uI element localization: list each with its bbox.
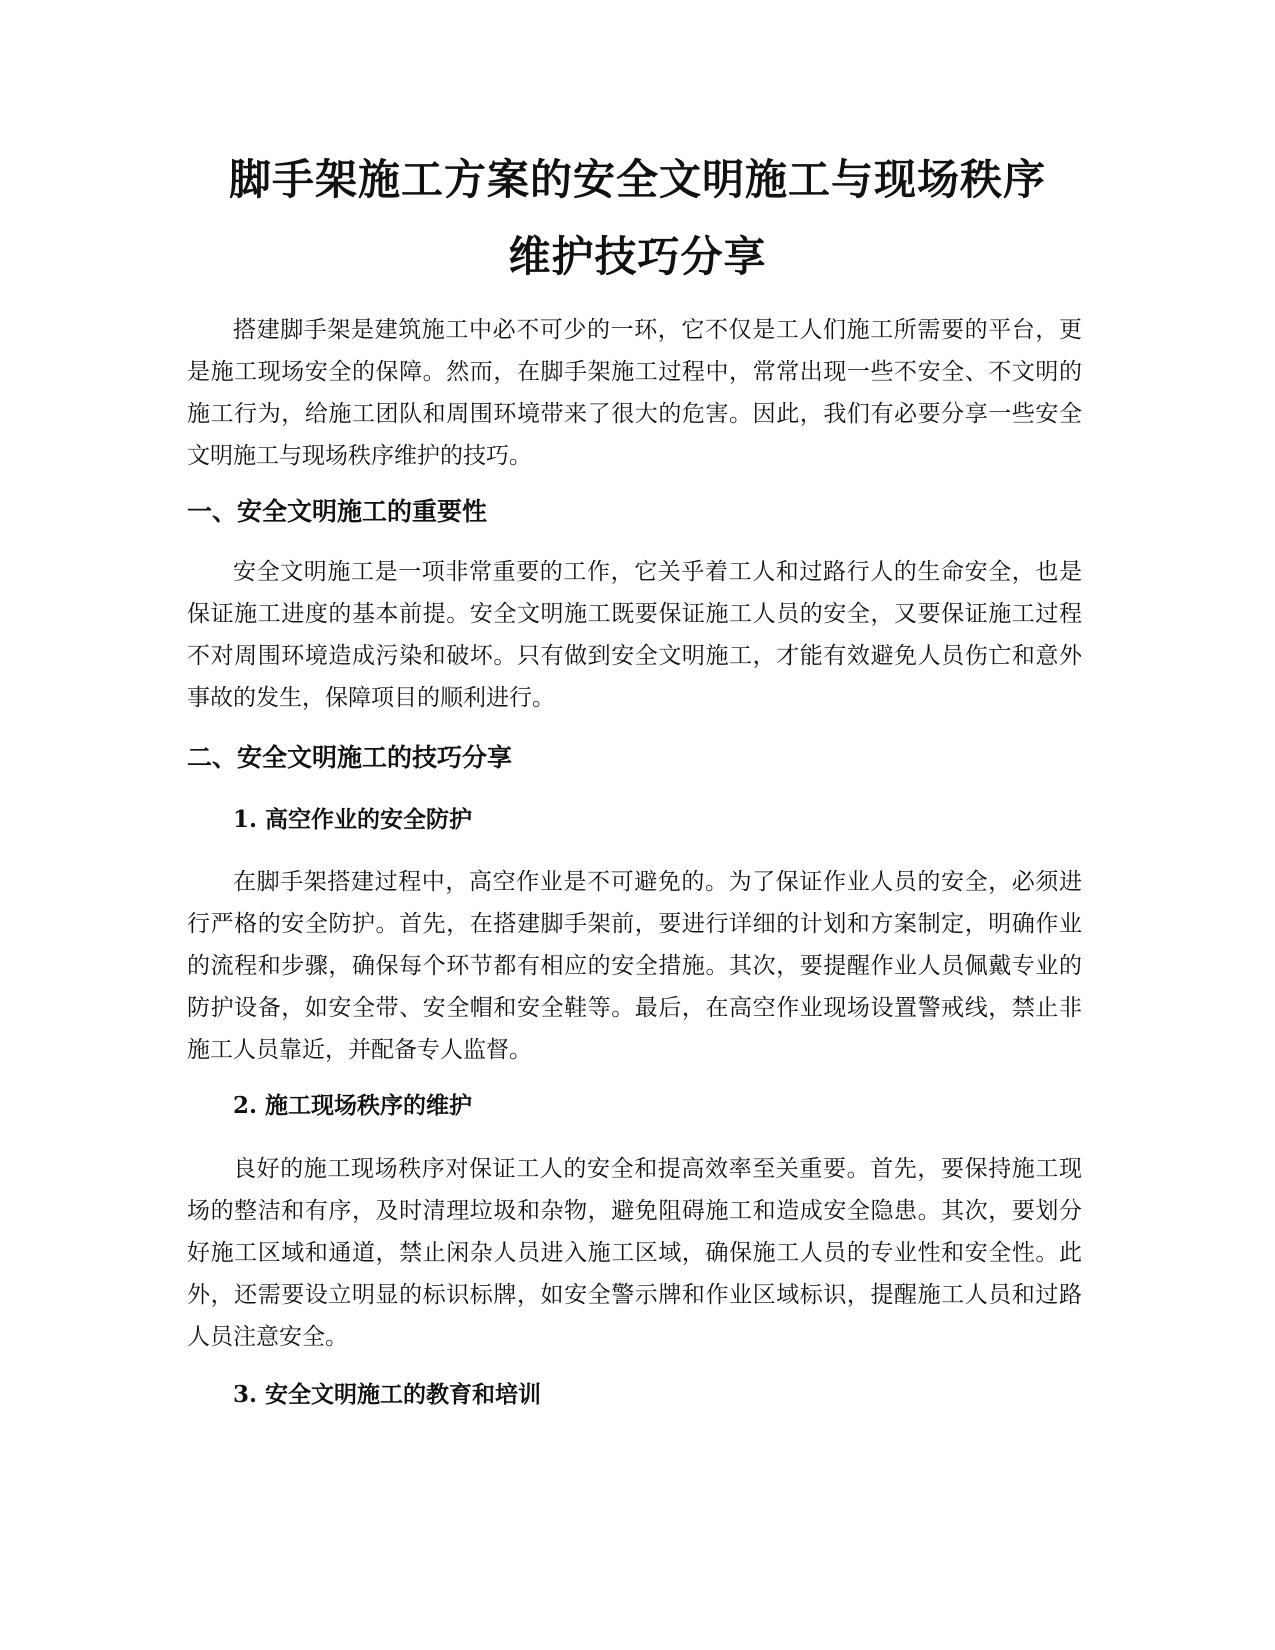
subsection-2-title: 2. 施工现场秩序的维护 xyxy=(233,1092,473,1119)
section-1-paragraph: 安全文明施工是一项非常重要的工作，它关乎着工人和过路行人的生命安全，也是保证施工进度的基本前提。安全文明施工既要保证施工人员的安全，又要保证施工过程不对周围环境造成污染和破坏。只有做到安全文明施工，才能有效避免人员伤亡和意外事故的发生，保障项目的顺利进行。 xyxy=(187,559,1082,711)
subsection-2-paragraph: 良好的施工现场秩序对保证工人的安全和提高效率至关重要。首先，要保持施工现场的整洁和有序，及时清理垃圾和杂物，避免阻碍施工和造成安全隐患。其次，要划分好施工区域和通道，禁止闲杂人员进入施工区域，确保施工人员的专业性和安全性。此外，还需要设立明显的标识标牌，如安全警示牌和作业区域标识，提醒施工人员和过路人员注意安全。 xyxy=(187,1156,1082,1350)
document-title-line-1: 脚手架施工方案的安全文明施工与现场秩序 xyxy=(228,155,1046,204)
subsection-1-paragraph: 在脚手架搭建过程中，高空作业是不可避免的。为了保证作业人员的安全，必须进行严格的安全防护。首先，在搭建脚手架前，要进行详细的计划和方案制定，明确作业的流程和步骤，确保每个环节都有相应的安全措施。其次，要提醒作业人员佩戴专业的防护设备，如安全带、安全帽和安全鞋等。最后，在高空作业现场设置警戒线，禁止非施工人员靠近，并配备专人监督。 xyxy=(187,869,1082,1063)
intro-paragraph: 搭建脚手架是建筑施工中必不可少的一环，它不仅是工人们施工所需要的平台，更是施工现场安全的保障。然而，在脚手架施工过程中，常常出现一些不安全、不文明的施工行为，给施工团队和周围环境带来了很大的危害。因此，我们有必要分享一些安全文明施工与现场秩序维护的技巧。 xyxy=(187,317,1082,469)
document-title-line-2: 维护技巧分享 xyxy=(508,232,767,281)
section-1-heading: 一、安全文明施工的重要性 xyxy=(187,497,488,526)
section-2-heading: 二、安全文明施工的技巧分享 xyxy=(187,743,513,772)
subsection-1-title: 1. 高空作业的安全防护 xyxy=(233,806,473,833)
subsection-3-title: 3. 安全文明施工的教育和培训 xyxy=(233,1381,542,1408)
